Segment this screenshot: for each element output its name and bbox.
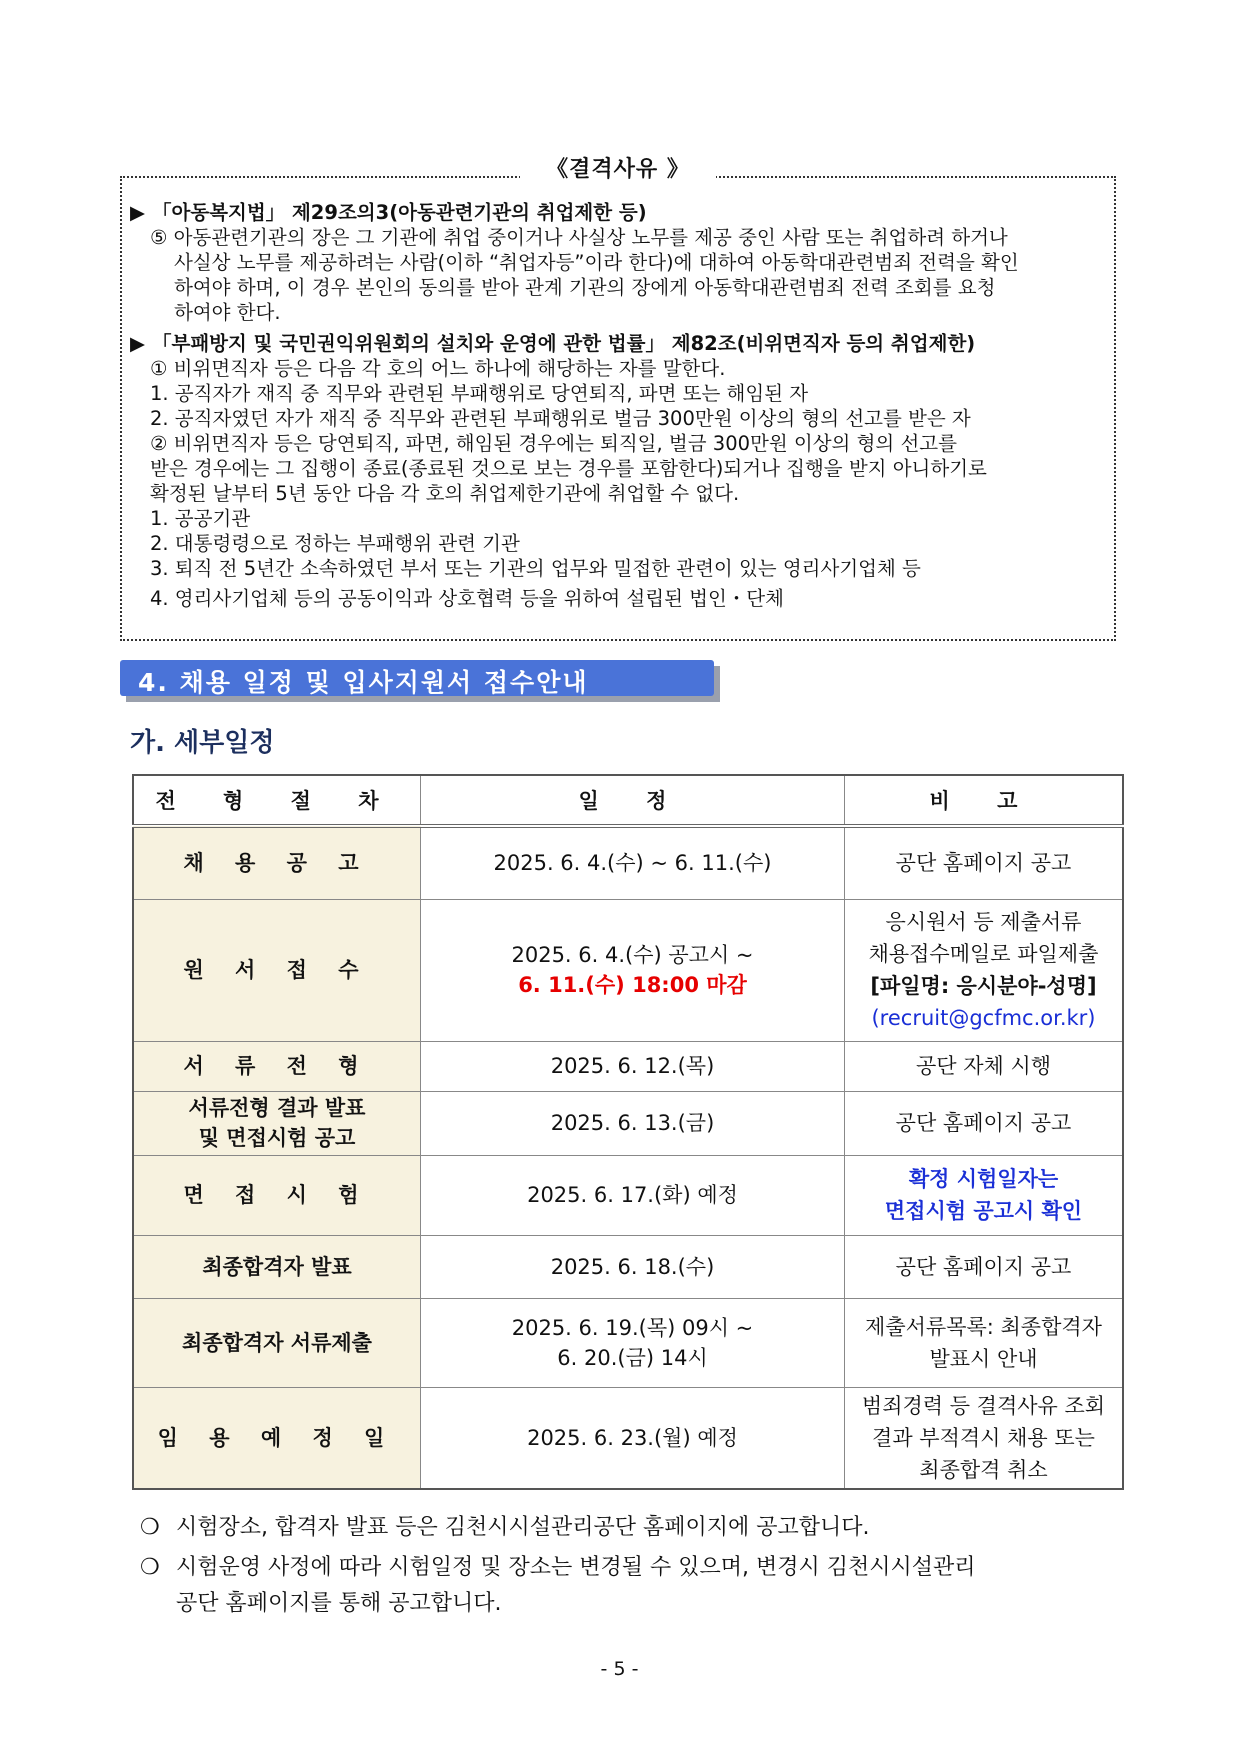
note-cell: 공단 홈페이지 공고 (845, 1235, 1124, 1298)
circle-bullet-icon: ❍ (140, 1555, 160, 1580)
column-header: 일 정 (421, 775, 845, 826)
note-line: 최종합격 취소 (919, 1457, 1048, 1482)
note-line: 결과 부적격시 채용 또는 (872, 1425, 1095, 1450)
step-cell: 원 서 접 수 (133, 899, 421, 1041)
table-row (133, 1091, 1123, 1155)
date-cell (421, 899, 845, 1041)
note-line: 범죄경력 등 결격사유 조회 (861, 1393, 1106, 1418)
date-cell (421, 1298, 845, 1387)
table-row (133, 826, 1123, 899)
note-cell (845, 1155, 1124, 1235)
note-highlight-line: 확정 시험일자는 (908, 1167, 1059, 1191)
law2-line: ① 비위면직자 등은 다음 각 호의 어느 하나에 해당하는 자를 말한다. (150, 357, 726, 380)
note-cell (845, 899, 1124, 1041)
table-header-row (133, 775, 1123, 826)
law-heading-child-welfare: ▶ 「아동복지법」 제29조의3(아동관련기관의 취업제한 등) (130, 201, 647, 224)
step-cell: 서 류 전 형 (133, 1041, 421, 1091)
step-cell: 면 접 시 험 (133, 1155, 421, 1235)
law2-line: 확정된 날부터 5년 동안 다음 각 호의 취업제한기관에 취업할 수 없다. (150, 482, 740, 505)
table-row (133, 1235, 1123, 1298)
law1-line: 하여야 한다. (174, 301, 281, 324)
list-item (140, 1550, 1120, 1622)
page-number: - 5 - (600, 1658, 639, 1680)
list-item-text: 시험운영 사정에 따라 시험일정 및 장소는 변경될 수 있으며, 변경시 김천시시설관리 (176, 1555, 976, 1580)
circle-bullet-icon: ❍ (140, 1515, 160, 1540)
date-cell: 2025. 6. 13.(금) (421, 1091, 845, 1155)
date-cell: 2025. 6. 23.(월) 예정 (421, 1387, 845, 1489)
note-cell: 공단 홈페이지 공고 (845, 1091, 1124, 1155)
law2-line: 받은 경우에는 그 집행이 종료(종료된 것으로 보는 경우를 포함한다)되거나 집행을 받지 아니하기로 (150, 457, 987, 480)
note-line: 응시원서 등 제출서류 (885, 910, 1082, 934)
note-cell (845, 1298, 1124, 1387)
date-cell: 2025. 6. 4.(수) ~ 6. 11.(수) (421, 826, 845, 899)
law1-line: 하여야 하며, 이 경우 본인의 동의를 받아 관계 기관의 장에게 아동학대관련범죄 전력 조회를 요청 (174, 276, 996, 299)
list-item-text: 시험장소, 합격자 발표 등은 김천시시설관리공단 홈페이지에 공고합니다. (176, 1515, 870, 1540)
law1-line: ⑤ 아동관련기관의 장은 그 기관에 취업 중이거나 사실상 노무를 제공 중인 사람 또는 취업하려 하거나 (150, 226, 1008, 249)
table-row (133, 1298, 1123, 1387)
law-heading-anti-corruption: ▶ 「부패방지 및 국민권익위원회의 설치와 운영에 관한 법률」 제82조(비위면직자 등의 취업제한) (130, 332, 976, 355)
step-cell (133, 1091, 421, 1155)
law2-line: 2. 공직자였던 자가 재직 중 직무와 관련된 부패행위로 벌금 300만원 이상의 형의 선고를 받은 자 (150, 407, 971, 430)
law2-line: 2. 대통령령으로 정하는 부패행위 관련 기관 (150, 532, 520, 555)
note-line: 제출서류목록: 최종합격자 (865, 1314, 1102, 1339)
section-heading (120, 660, 720, 698)
step-line: 및 면접시험 공고 (198, 1126, 356, 1150)
date-line: 6. 20.(금) 14시 (557, 1345, 708, 1370)
note-line: 발표시 안내 (929, 1346, 1038, 1371)
table-row (133, 1387, 1123, 1489)
date-cell: 2025. 6. 12.(목) (421, 1041, 845, 1091)
law2-line: 3. 퇴직 전 5년간 소속하였던 부서 또는 기관의 업무와 밀접한 관련이 있는 영리사기업체 등 (150, 557, 921, 580)
triangle-bullet-icon: ▶ (130, 332, 145, 355)
note-cell: 공단 홈페이지 공고 (845, 826, 1124, 899)
law2-line: 1. 공직자가 재직 중 직무와 관련된 부패행위로 당연퇴직, 파면 또는 해임된 자 (150, 382, 809, 405)
law1-line: 사실상 노무를 제공하려는 사람(이하 “취업자등”이라 한다)에 대하여 아동학대관련범죄 전력을 확인 (174, 251, 1019, 274)
law2-line: 4. 영리사기업체 등의 공동이익과 상호협력 등을 위하여 설립된 법인・단체 (150, 587, 784, 610)
date-line: 2025. 6. 4.(수) 공고시 ~ (511, 943, 754, 967)
list-item-text: 공단 홈페이지를 통해 공고합니다. (176, 1591, 502, 1616)
step-cell: 임 용 예 정 일 (133, 1387, 421, 1489)
note-cell (845, 1387, 1124, 1489)
step-cell: 최종합격자 발표 (133, 1235, 421, 1298)
filename-rule: [파일명: 응시분야-성명] (870, 974, 1097, 998)
table-row (133, 1155, 1123, 1235)
disqualification-content (130, 198, 1104, 611)
note-line: 채용접수메일로 파일제출 (868, 942, 1099, 966)
list-item (140, 1510, 1120, 1546)
recruit-email-link[interactable]: (recruit@gcfmc.or.kr) (871, 1006, 1096, 1030)
step-line: 서류전형 결과 발표 (188, 1096, 366, 1120)
note-cell: 공단 자체 시행 (845, 1041, 1124, 1091)
subsection-heading: 가. 세부일정 (130, 728, 275, 758)
schedule-table (132, 774, 1124, 1490)
column-header: 전 형 절 차 (133, 775, 421, 826)
law2-line: ② 비위면직자 등은 당연퇴직, 파면, 해임된 경우에는 퇴직일, 벌금 300만원 이상의 형의 선고를 (150, 432, 957, 455)
table-row (133, 899, 1123, 1041)
date-cell: 2025. 6. 17.(화) 예정 (421, 1155, 845, 1235)
law2-line: 1. 공공기관 (150, 507, 251, 530)
disqualification-box (120, 157, 1116, 641)
disqualification-title: 《결격사유 》 (122, 152, 1114, 183)
date-cell: 2025. 6. 18.(수) (421, 1235, 845, 1298)
column-header: 비 고 (845, 775, 1124, 826)
section-heading-bar: 4. 채용 일정 및 입사지원서 접수안내 (120, 660, 714, 696)
notice-list (140, 1510, 1120, 1626)
note-highlight-line: 면접시험 공고시 확인 (884, 1199, 1083, 1223)
date-line: 2025. 6. 19.(목) 09시 ~ (511, 1315, 754, 1340)
step-cell: 채 용 공 고 (133, 826, 421, 899)
deadline-text: 6. 11.(수) 18:00 마감 (518, 973, 747, 997)
table-row (133, 1041, 1123, 1091)
triangle-bullet-icon: ▶ (130, 201, 145, 224)
step-cell: 최종합격자 서류제출 (133, 1298, 421, 1387)
